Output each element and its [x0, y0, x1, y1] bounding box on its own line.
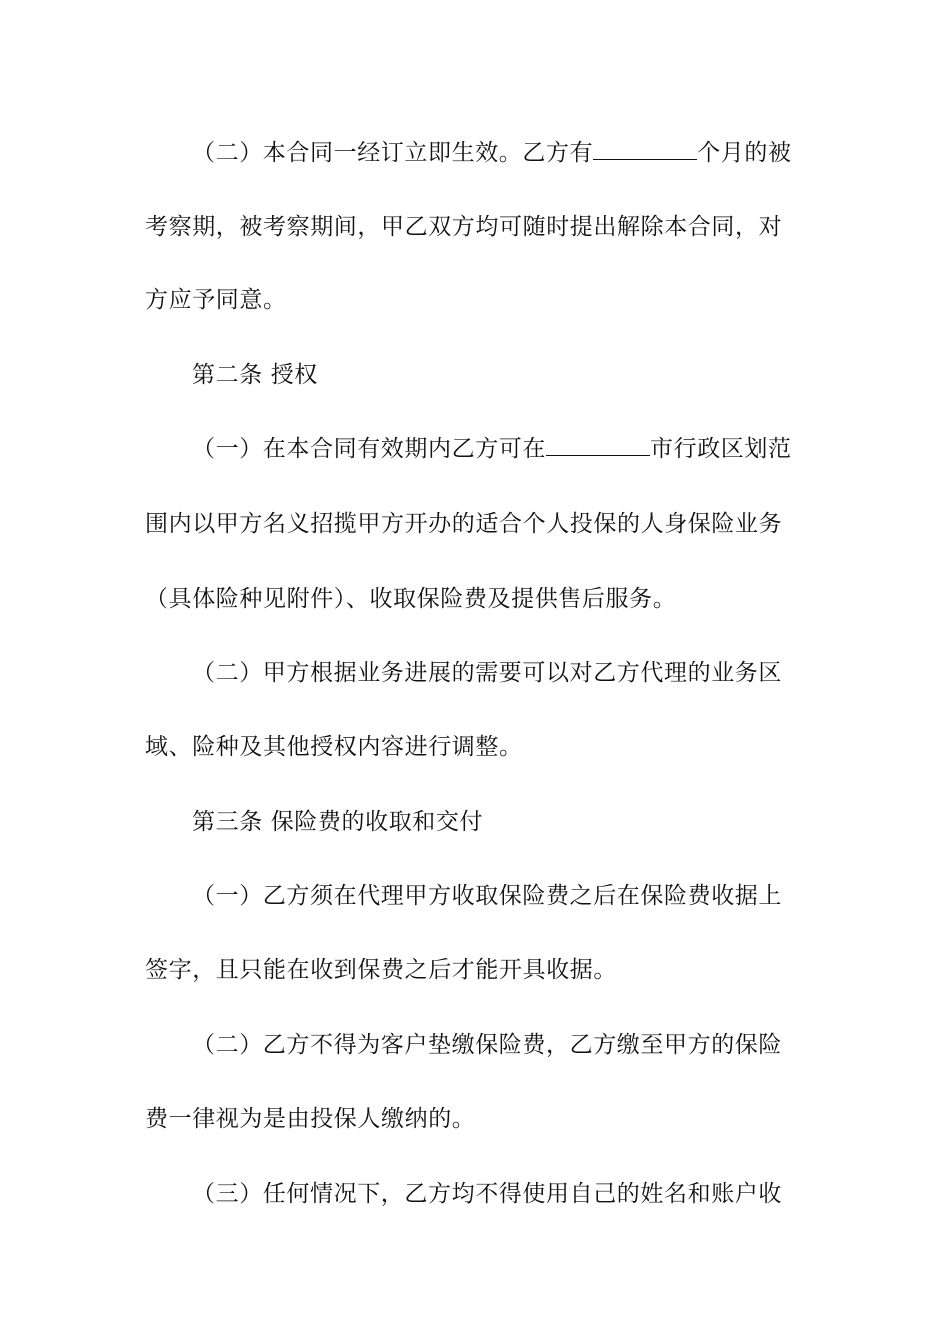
paragraph-line: 域、险种及其他授权内容进行调整。 — [145, 734, 523, 760]
paragraph-line: 签字，且只能在收到保费之后才能开具收据。 — [145, 957, 617, 983]
paragraph-line: 费一律视为是由投保人缴纳的。 — [145, 1106, 476, 1132]
paragraph-line: （三）任何情况下，乙方均不得使用自己的姓名和账户收 — [192, 1181, 782, 1207]
section-heading: 第二条 授权 — [192, 362, 318, 388]
clause-text: 市行政区划范 — [650, 436, 792, 462]
paragraph-line: 考察期，被考察期间，甲乙双方均可随时提出解除本合同，对 — [145, 214, 783, 240]
clause-text: 个月的被 — [697, 140, 792, 166]
paragraph-line — [192, 433, 857, 465]
clause-text: （一）在本合同有效期内乙方可在 — [192, 436, 546, 462]
fill-blank[interactable] — [546, 433, 650, 456]
paragraph-line: （一）乙方须在代理甲方收取保险费之后在保险费收据上 — [192, 883, 782, 909]
section-heading: 第三条 保险费的收取和交付 — [192, 809, 484, 835]
paragraph-line: （二）乙方不得为客户垫缴保险费，乙方缴至甲方的保险 — [192, 1032, 782, 1058]
paragraph-line: 方应予同意。 — [145, 287, 287, 313]
clause-text: （二）本合同一经订立即生效。乙方有 — [192, 140, 594, 166]
paragraph-line — [192, 137, 857, 169]
paragraph-line: （具体险种见附件）、收取保险费及提供售后服务。 — [145, 586, 677, 612]
paragraph-line: （二）甲方根据业务进展的需要可以对乙方代理的业务区 — [192, 660, 782, 686]
paragraph-line: 围内以甲方名义招揽甲方开办的适合个人投保的人身保险业务 — [145, 511, 783, 537]
fill-blank[interactable] — [593, 137, 697, 160]
